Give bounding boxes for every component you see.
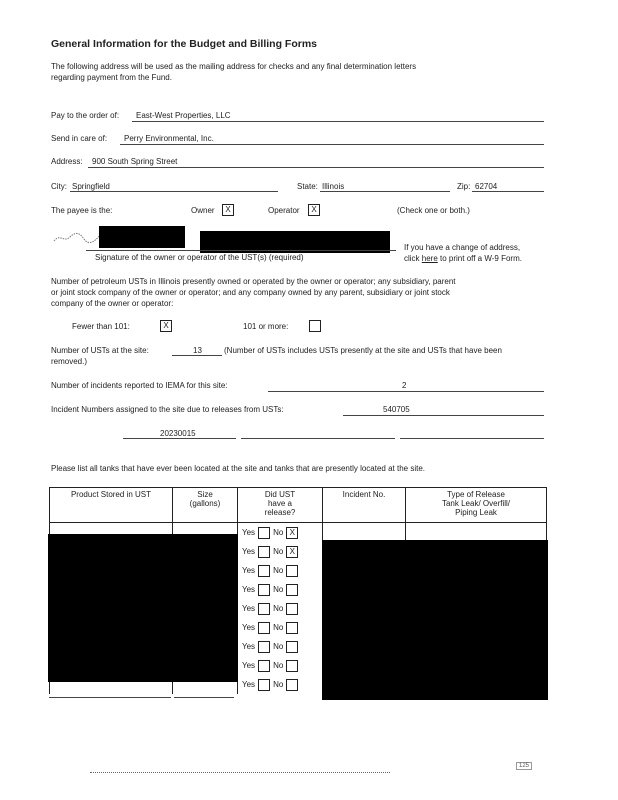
- address-label: Address:: [51, 157, 83, 166]
- header-type-line-3: Piping Leak: [455, 508, 497, 517]
- signature-underline: [86, 250, 396, 251]
- more-than-checkbox[interactable]: [309, 320, 321, 332]
- no-checkbox[interactable]: [286, 584, 298, 596]
- yes-label: Yes: [242, 623, 256, 632]
- header-release-line: Did UST: [264, 490, 296, 499]
- header-product: Product Stored in UST: [50, 488, 173, 523]
- release-cell: [238, 675, 323, 694]
- fewer-than-label: Fewer than 101:: [72, 322, 130, 331]
- state-underline: [320, 191, 450, 192]
- zip-field[interactable]: 62704: [475, 182, 498, 191]
- owner-label: Owner: [191, 206, 215, 215]
- yes-label: Yes: [242, 642, 256, 651]
- no-label: No: [273, 642, 284, 651]
- zip-underline: [472, 191, 544, 192]
- city-label: City:: [51, 182, 67, 191]
- no-label: No: [273, 623, 284, 632]
- release-choice: [238, 527, 322, 539]
- owner-checkbox[interactable]: X: [222, 204, 234, 216]
- release-cell: [238, 523, 323, 543]
- no-label: No: [273, 566, 284, 575]
- header-release-line-2: have a: [267, 499, 293, 508]
- incident-number-1[interactable]: 540705: [383, 405, 410, 414]
- header-type-line: Type of Release: [447, 490, 505, 499]
- fewer-than-checkbox[interactable]: X: [160, 320, 172, 332]
- payee-is-label: The payee is the:: [51, 206, 113, 215]
- w9-note: If you have a change of address,: [404, 243, 521, 252]
- yes-label: Yes: [242, 528, 256, 537]
- no-checkbox[interactable]: [286, 603, 298, 615]
- address-field[interactable]: 900 South Spring Street: [92, 157, 178, 166]
- header-size: [173, 488, 238, 523]
- no-checkbox[interactable]: [286, 565, 298, 577]
- release-cell: [238, 599, 323, 618]
- yes-checkbox[interactable]: [258, 679, 270, 691]
- no-checkbox[interactable]: [286, 679, 298, 691]
- incident-numbers-label: Incident Numbers assigned to the site due to releases from USTs:: [51, 405, 284, 414]
- release-cell: [238, 542, 323, 561]
- redacted-tank-rows: [48, 534, 238, 682]
- care-of-field[interactable]: Perry Environmental, Inc.: [124, 134, 214, 143]
- yes-label: Yes: [242, 585, 256, 594]
- ownership-text-3: company of the owner or operator:: [51, 299, 174, 308]
- release-choice: [238, 660, 322, 672]
- usts-note: (Number of USTs includes USTs presently at the site and USTs that have been: [224, 346, 502, 355]
- release-cell: [238, 637, 323, 656]
- operator-label: Operator: [268, 206, 300, 215]
- release-choice: [238, 622, 322, 634]
- header-size-line: Size: [197, 490, 213, 499]
- state-field[interactable]: Illinois: [322, 182, 345, 191]
- yes-checkbox[interactable]: [258, 641, 270, 653]
- yes-checkbox[interactable]: [258, 660, 270, 672]
- w9-note-2: [404, 254, 522, 263]
- incident-number-underline-2: [123, 438, 236, 439]
- operator-checkbox[interactable]: X: [308, 204, 320, 216]
- usts-field[interactable]: 13: [193, 346, 202, 355]
- care-of-label: Send in care of:: [51, 134, 108, 143]
- yes-label: Yes: [242, 661, 256, 670]
- incident-number-underline-3: [241, 438, 395, 439]
- no-label: No: [273, 547, 284, 556]
- yes-checkbox[interactable]: [258, 565, 270, 577]
- usts-note-2: removed.): [51, 357, 88, 366]
- incidents-underline: [268, 391, 544, 392]
- no-label: No: [273, 680, 284, 689]
- yes-label: Yes: [242, 547, 256, 556]
- yes-checkbox[interactable]: [258, 527, 270, 539]
- no-label: No: [273, 528, 284, 537]
- incident-number-2[interactable]: 20230015: [160, 429, 196, 438]
- header-release-line-3: release?: [264, 508, 296, 517]
- zip-label: Zip:: [457, 182, 471, 191]
- no-label: No: [273, 661, 284, 670]
- no-checkbox[interactable]: [286, 641, 298, 653]
- header-type: [406, 488, 547, 523]
- intro-text: The following address will be used as the mailing address for checks and any final determination letters: [51, 62, 417, 71]
- check-hint: (Check one or both.): [397, 206, 470, 215]
- care-of-underline: [120, 144, 544, 145]
- more-than-label: 101 or more:: [243, 322, 289, 331]
- w9-link[interactable]: here: [421, 254, 438, 263]
- incidents-field[interactable]: 2: [402, 381, 407, 390]
- redacted-signature: [99, 226, 185, 248]
- footer-rule: [90, 772, 390, 773]
- no-checkbox[interactable]: [286, 622, 298, 634]
- release-cell: [238, 580, 323, 599]
- release-choice: [238, 679, 322, 691]
- city-field[interactable]: Springfield: [72, 182, 110, 191]
- no-checkbox[interactable]: [286, 660, 298, 672]
- yes-checkbox[interactable]: [258, 546, 270, 558]
- yes-label: Yes: [242, 680, 256, 689]
- yes-checkbox[interactable]: [258, 622, 270, 634]
- header-type-line-2: Tank Leak/ Overfill/: [441, 499, 511, 508]
- incident-number-underline: [343, 415, 544, 416]
- header-size-line-2: (gallons): [189, 499, 221, 508]
- release-choice: [238, 584, 322, 596]
- pay-to-field[interactable]: East-West Properties, LLC: [136, 111, 231, 120]
- incidents-label: Number of incidents reported to IEMA for this site:: [51, 381, 228, 390]
- pay-to-label: Pay to the order of:: [51, 111, 120, 120]
- w9-text: click: [404, 254, 422, 263]
- no-checkbox[interactable]: X: [286, 527, 298, 539]
- no-label: No: [273, 585, 284, 594]
- tanks-instruction: Please list all tanks that have ever been located at the site and tanks that are presently located at the site.: [51, 464, 426, 473]
- header-incident: Incident No.: [323, 488, 406, 523]
- release-cell: [238, 618, 323, 637]
- no-label: No: [273, 604, 284, 613]
- usts-underline: [172, 355, 222, 356]
- ownership-text-2: or joint stock company of the owner or operator; and any company owned by any parent, subsidiary or joint stock: [51, 288, 450, 297]
- release-choice: [238, 641, 322, 653]
- city-underline: [70, 191, 278, 192]
- release-choice: [238, 603, 322, 615]
- ownership-text: Number of petroleum USTs in Illinois presently owned or operated by the owner or operator; any subsidiary, parent: [51, 277, 456, 286]
- yes-label: Yes: [242, 604, 256, 613]
- no-checkbox[interactable]: X: [286, 546, 298, 558]
- page-mark: 125: [516, 762, 532, 770]
- signature-caption: Signature of the owner or operator of the UST(s) (required): [95, 253, 304, 262]
- yes-label: Yes: [242, 566, 256, 575]
- pay-to-underline: [132, 121, 544, 122]
- release-cell: [238, 656, 323, 675]
- release-cell: [238, 561, 323, 580]
- table-bottom-line: [49, 697, 171, 698]
- release-choice: [238, 565, 322, 577]
- yes-checkbox[interactable]: [258, 603, 270, 615]
- usts-label: Number of USTs at the site:: [51, 346, 149, 355]
- w9-text-2: to print off a W-9 Form.: [437, 254, 522, 263]
- state-label: State:: [297, 182, 318, 191]
- signature-scribble: [52, 229, 102, 247]
- release-choice: [238, 546, 322, 558]
- header-release: [238, 488, 323, 523]
- redacted-incident-cells: [322, 540, 548, 700]
- yes-checkbox[interactable]: [258, 584, 270, 596]
- table-bottom-line-2: [174, 697, 234, 698]
- incident-number-underline-4: [400, 438, 544, 439]
- intro-text-2: regarding payment from the Fund.: [51, 73, 172, 82]
- address-underline: [88, 167, 544, 168]
- page-title: General Information for the Budget and Billing Forms: [51, 38, 318, 50]
